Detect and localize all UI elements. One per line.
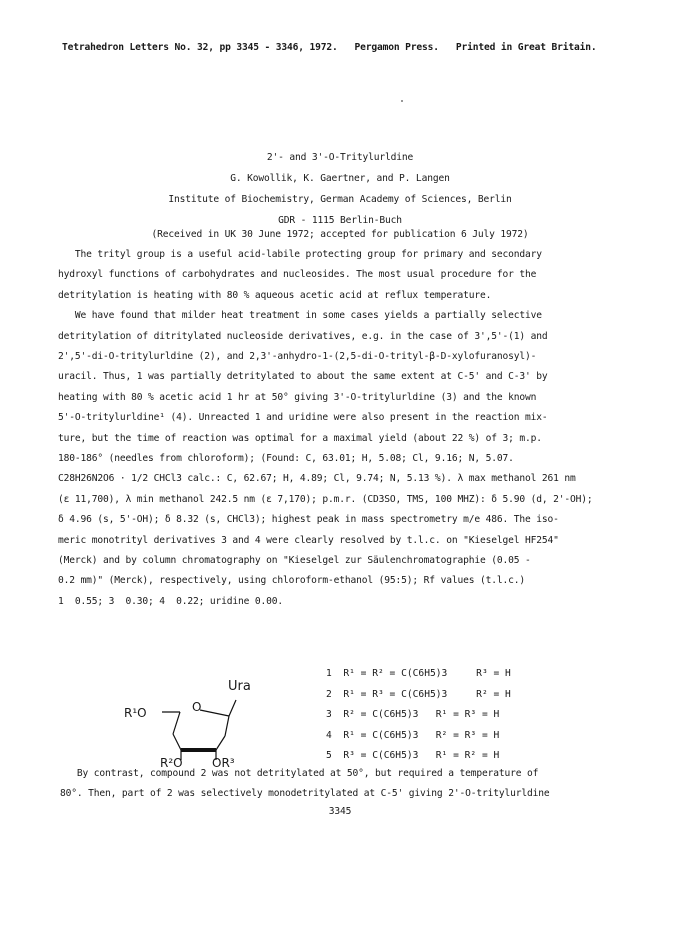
text-line: heating with 80 % acetic acid 1 hr at 50° giving 3'-O-tritylurldine (3) and the known (58, 391, 537, 403)
text-line: We have found that milder heat treatment in some cases yields a partially selective (58, 310, 542, 322)
text-line: 180-186° (needles from chloroform); (Found: C, 63.01; H, 5.08; Cl, 9.16; N, 5.07. (58, 453, 514, 464)
text-line: 5 R³ = C(C6H5)3 R¹ = R² = H (326, 750, 500, 761)
text-line: 2',5'-di-O-tritylurldine (2), and 2,3'-anhydro-1-(2,5-di-O-trityl-β-D-xylofuranosyl)- (58, 351, 537, 362)
text-line: detritylation of ditritylated nucleoside derivatives, e.g. in the case of 3',5'-(1) and (58, 330, 548, 342)
r2-label: R²O (160, 756, 183, 770)
text-line: By contrast, compound 2 was not detritylated at 50°, but required a temperature of (60, 768, 539, 779)
text-line: (ε 11,700), λ min methanol 242.5 nm (ε 7,170); p.m.r. (CD3SO, TMS, 100 MHZ): δ 5.90 (d, 2'-OH); (58, 493, 593, 505)
text-line: 0.2 mm)" (Merck), respectively, using chloroform-ethanol (95:5); Rf values (t.l.c.) (58, 575, 525, 587)
text-line: hydroxyl functions of carbohydrates and nucleosides. The most usual procedure for the (58, 269, 537, 281)
text-line: δ 4.96 (s, 5'-OH); δ 8.32 (s, CHCl3); highest peak in mass spectrometry m/e 486. The iso- (58, 514, 559, 526)
text-line: 4 R¹ = C(C6H5)3 R² = R³ = H (326, 729, 500, 741)
text-line: detritylation is heating with 80 % aqueous acetic acid at reflux temperature. (58, 289, 492, 301)
speck (401, 100, 403, 102)
text-line: C28H26N2O6 · 1/2 CHCl3 calc.: C, 62.67; H, 4.89; Cl, 9.74; N, 5.13 %). λ max methanol 261 nm (58, 473, 576, 485)
text-line: meric monotrityl derivatives 3 and 4 were clearly resolved by t.l.c. on "Kieselgel HF254" (58, 534, 559, 546)
text-line: 1 0.55; 3 0.30; 4 0.22; uridine 0.00. (58, 595, 284, 607)
text-line: (Merck) and by column chromatography on "Kieselgel zur Säulenchromatographie (0.05 - (58, 555, 531, 566)
journal-header: Tetrahedron Letters No. 32, pp 3345 - 3346, 1972. Pergamon Press. Printed in Great Britain. (62, 42, 597, 53)
article-title: 2'- and 3'-O-Tritylurldine (266, 152, 414, 163)
text-line: The trityl group is a useful acid-labile protecting group for primary and secondary (58, 249, 542, 260)
text-line: 80°. Then, part of 2 was selectively monodetritylated at C-5' giving 2'-O-tritylurldine (60, 788, 550, 799)
text-line: 5'-O-tritylurldine¹ (4). Unreacted 1 and uridine were also present in the reaction mix- (58, 412, 548, 424)
text-line: 1 R¹ = R² = C(C6H5)3 R³ = H (326, 668, 511, 679)
page-number: 3345 (328, 806, 352, 817)
affiliation-address: GDR - 1115 Berlin-Buch (278, 215, 402, 226)
affiliation: Institute of Biochemistry, German Academy of Sciences, Berlin (168, 194, 512, 205)
received-dates: (Received in UK 30 June 1972; accepted for publication 6 July 1972) (151, 229, 529, 240)
r3-label: OR³ (212, 756, 235, 770)
ring-oxygen-label: O (192, 700, 202, 714)
text-line: 3 R² = C(C6H5)3 R¹ = R³ = H (326, 709, 500, 720)
authors: G. Kowollik, K. Gaertner, and P. Langen (230, 173, 450, 184)
furanose-ring-structure (140, 690, 260, 770)
r1-label: R¹O (124, 706, 147, 720)
text-line: 2 R¹ = R³ = C(C6H5)3 R² = H (326, 688, 511, 700)
text-line: ture, but the time of reaction was optimal for a maximal yield (about 22 %) of 3; m.p. (58, 432, 542, 444)
text-line: uracil. Thus, 1 was partially detritylated to about the same extent at C-5' and C-3' by (58, 371, 548, 383)
base-label: Ura (228, 679, 251, 694)
